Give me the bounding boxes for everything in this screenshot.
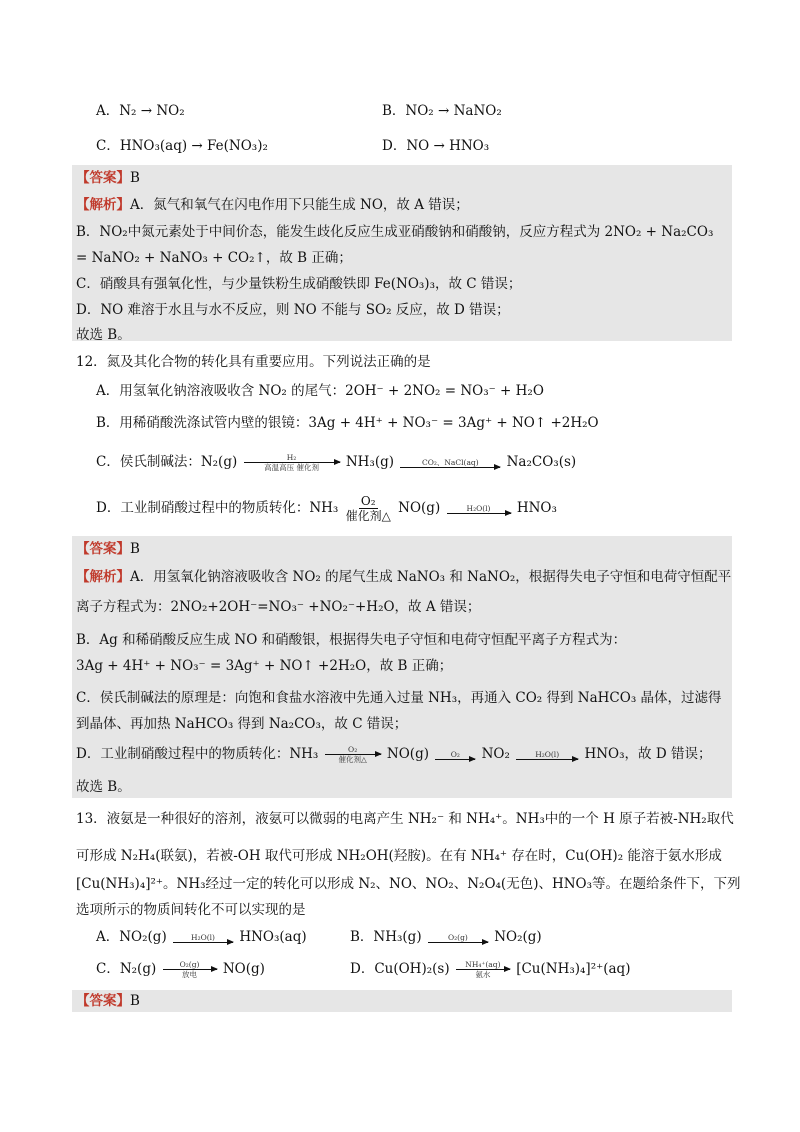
- q12-analysis-7-mid2: NO₂: [481, 746, 510, 762]
- reaction-arrow: [244, 453, 340, 472]
- arrow-shaft: [400, 467, 500, 468]
- q13-option-a-prefix: A．NO₂(g): [96, 929, 167, 945]
- q11-analysis-4: C．硝酸具有强氧化性，与少量铁粉生成硝酸铁即 Fe(NO₃)₃，故 C 错误；: [76, 276, 522, 292]
- q13-stem-3: [Cu(NH₃)₄]²⁺。NH₃经过一定的转化可以形成 N₂、NO、NO₂、N₂O₄(无色)、HNO₃等。在题给条件下，下列: [76, 876, 741, 892]
- q13-option-c: [96, 959, 265, 979]
- arrow-condition-above: O₂: [348, 745, 358, 754]
- q13-option-a-suffix: HNO₃(aq): [239, 929, 307, 945]
- arrow-shaft: [325, 754, 381, 755]
- q12-analysis-6: 到晶体、再加热 NaHCO₃ 得到 Na₂CO₃，故 C 错误；: [76, 716, 408, 732]
- reaction-arrow: [163, 960, 217, 979]
- reaction-arrow: [428, 933, 488, 943]
- arrow-condition-above: O₂(g): [179, 960, 200, 969]
- analysis-tag: 【解析】: [76, 569, 130, 585]
- reaction-arrow: [173, 933, 233, 943]
- q13-option-d-prefix: D．Cu(OH)₂(s): [350, 961, 450, 977]
- q12-option-a: A．用氢氧化钠溶液吸收含 NO₂ 的尾气：2OH⁻ + 2NO₂ = NO₃⁻ + H₂O: [96, 383, 544, 399]
- q12-analysis-7-prefix: D．工业制硝酸过程中的物质转化：NH₃: [76, 746, 319, 762]
- arrow-condition-above: CO₂、NaCl(aq): [421, 457, 479, 467]
- reaction-condition-fraction: [346, 494, 391, 523]
- q13-option-d-suffix: [Cu(NH₃)₄]²⁺(aq): [516, 961, 631, 977]
- q12-analysis-4: 3Ag + 4H⁺ + NO₃⁻ = 3Ag⁺ + NO↑ +2H₂O，故 B 正确；: [76, 658, 453, 674]
- fraction-numerator: O₂: [360, 494, 376, 508]
- arrow-condition-above: H₂O(l): [535, 749, 560, 759]
- arrow-condition-above: H₂O(l): [191, 932, 215, 942]
- q13-option-c-prefix: C．N₂(g): [96, 961, 157, 977]
- q11-analysis-5: D．NO 难溶于水且与水不反应，则 NO 不能与 SO₂ 反应，故 D 错误；: [76, 302, 510, 318]
- q13-stem-1: 13．液氨是一种很好的溶剂，液氨可以微弱的电离产生 NH₂⁻ 和 NH₄⁺。NH₃中的一个 H 原子若被-NH₂取代: [76, 811, 734, 827]
- q11-option-b-text: B．NO₂ → NaNO₂: [382, 103, 502, 119]
- reaction-arrow: [435, 750, 475, 760]
- q11-option-d: [382, 136, 489, 156]
- arrow-condition-above: H₂O(l): [466, 503, 491, 513]
- reaction-arrow: [516, 750, 578, 760]
- q13-answer-band: [72, 990, 732, 1012]
- arrow-condition-below: 催化剂△: [338, 755, 367, 764]
- q12-analysis-2: 离子方程式为：2NO₂+2OH⁻=NO₃⁻ +NO₂⁻+H₂O，故 A 错误；: [76, 599, 481, 615]
- q13-option-d: [350, 959, 630, 979]
- arrow-condition-above: H₂: [286, 453, 297, 462]
- q13-option-b: [350, 927, 542, 947]
- arrow-shaft: [516, 759, 578, 760]
- q13-option-c-suffix: NO(g): [222, 961, 265, 977]
- fraction-denominator: 催化剂△: [345, 509, 391, 523]
- arrow-shaft: [447, 513, 511, 514]
- arrow-condition-above: O₂(g): [447, 932, 468, 942]
- q12-option-b: B．用稀硝酸洗涤试管内壁的银镜：3Ag + 4H⁺ + NO₃⁻ = 3Ag⁺ + NO↑ +2H₂O: [96, 415, 599, 431]
- q11-analysis-6: 故选 B。: [76, 327, 131, 343]
- analysis-text: A．用氢氧化钠溶液吸收含 NO₂ 的尾气生成 NaNO₃ 和 NaNO₂，根据得失电子守恒和电荷守恒配平: [130, 569, 732, 585]
- answer-value: B: [130, 993, 140, 1009]
- q12-analysis-7-mid1: NO(g): [386, 746, 429, 762]
- q13-stem-4: 选项所示的物质间转化不可以实现的是: [76, 902, 306, 918]
- answer-tag: 【答案】: [76, 170, 130, 186]
- answer-value: B: [130, 541, 140, 557]
- q13-stem-2: 可形成 N₂H₄(联氨)，若被-OH 取代可形成 NH₂OH(羟胺)。在有 NH₄⁺ 存在时，Cu(OH)₂ 能溶于氨水形成: [76, 848, 722, 864]
- q13-option-a: [96, 927, 307, 947]
- answer-value: B: [130, 170, 140, 186]
- q11-analysis-2: B．NO₂中氮元素处于中间价态，能发生歧化反应生成亚硝酸钠和硝酸钠，反应方程式为 2NO₂ + Na₂CO₃: [76, 224, 714, 240]
- q12-option-d-suffix: HNO₃: [516, 500, 557, 516]
- q12-analysis-7: [76, 744, 711, 764]
- q13-option-b-suffix: NO₂(g): [494, 929, 542, 945]
- reaction-arrow: [447, 504, 511, 514]
- q12-analysis-8: 故选 B。: [76, 779, 131, 795]
- analysis-text: A．氮气和氧气在闪电作用下只能生成 NO，故 A 错误；: [130, 197, 469, 213]
- q12-option-d: [96, 494, 557, 523]
- q11-option-c-text: C．HNO₃(aq) → Fe(NO₃)₂: [96, 138, 268, 154]
- arrow-condition-below: 放电: [182, 970, 198, 979]
- q11-analysis-1: [76, 195, 469, 215]
- q11-option-c: [96, 136, 268, 156]
- q12-option-d-mid: NO(g): [398, 500, 441, 516]
- q11-option-b: [382, 101, 502, 121]
- q12-analysis-7-suffix: HNO₃，故 D 错误；: [584, 746, 712, 762]
- q12-analysis-3: B．Ag 和稀硝酸反应生成 NO 和硝酸银，根据得失电子守恒和电荷守恒配平离子方程式为：: [76, 632, 627, 648]
- arrow-shaft: [173, 942, 233, 943]
- arrow-shaft: [163, 969, 217, 970]
- arrow-shaft: [456, 969, 510, 970]
- q12-stem: 12．氮及其化合物的转化具有重要应用。下列说法正确的是: [76, 354, 431, 370]
- reaction-arrow: [456, 960, 510, 979]
- analysis-tag: 【解析】: [76, 197, 130, 213]
- q12-option-c: [96, 452, 576, 472]
- reaction-arrow: [325, 745, 381, 764]
- q11-option-d-text: D．NO → HNO₃: [382, 138, 490, 154]
- q12-answer: [76, 539, 140, 559]
- q12-option-c-mid: NH₃(g): [345, 454, 395, 470]
- arrow-condition-below: 氨水: [475, 970, 491, 979]
- reaction-arrow: [400, 458, 500, 468]
- answer-tag: 【答案】: [76, 993, 130, 1009]
- answer-tag: 【答案】: [76, 541, 130, 557]
- q13-option-b-prefix: B．NH₃(g): [350, 929, 422, 945]
- arrow-shaft: [244, 462, 340, 463]
- q12-analysis-1: [76, 567, 731, 587]
- q13-answer: [76, 991, 140, 1011]
- q11-analysis-3: = NaNO₂ + NaNO₃ + CO₂↑，故 B 正确；: [76, 250, 352, 266]
- q12-option-c-prefix: C．侯氏制碱法：N₂(g): [96, 454, 238, 470]
- q11-answer: [76, 168, 140, 188]
- arrow-shaft: [428, 942, 488, 943]
- q12-option-c-suffix: Na₂CO₃(s): [506, 454, 577, 470]
- q12-analysis-5: C．侯氏制碱法的原理是：向饱和食盐水溶液中先通入过量 NH₃，再通入 CO₂ 得到 NaHCO₃ 晶体，过滤得: [76, 690, 722, 706]
- arrow-shaft: [435, 759, 475, 760]
- arrow-condition-above: O₂: [450, 749, 460, 759]
- arrow-condition-above: NH₄⁺(aq): [465, 960, 501, 969]
- q11-option-a-text: A．N₂ → NO₂: [96, 103, 185, 119]
- q11-option-a: [96, 101, 185, 121]
- arrow-condition-below: 高温高压 催化剂: [264, 463, 319, 472]
- q12-option-d-prefix: D．工业制硝酸过程中的物质转化：NH₃: [96, 500, 339, 516]
